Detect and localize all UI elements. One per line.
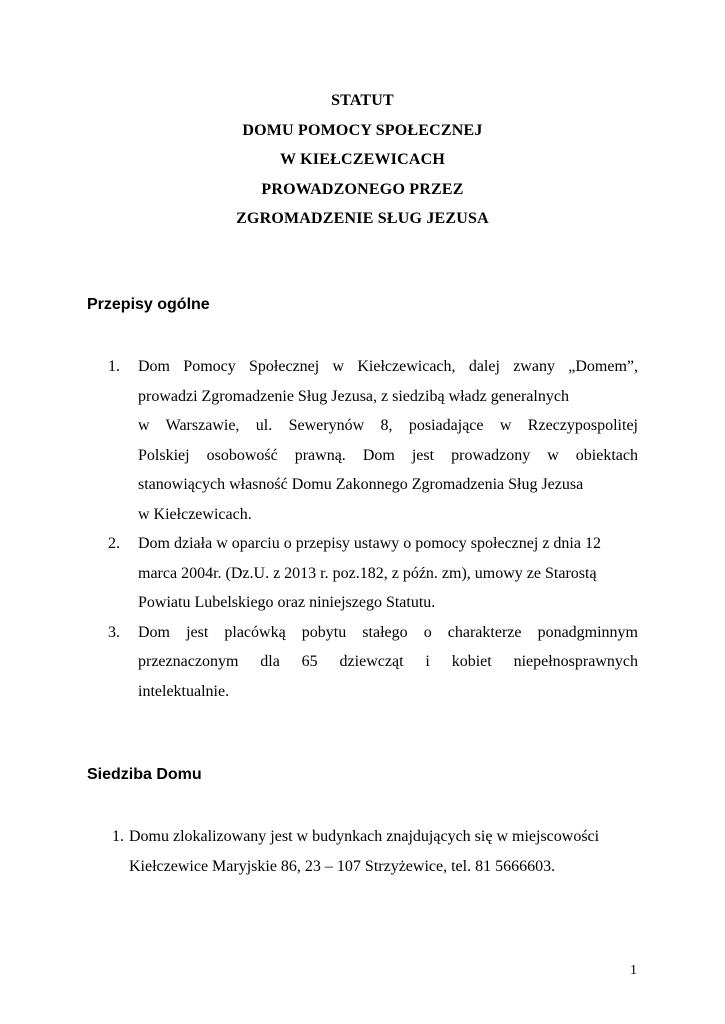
statute-title — [0, 86, 725, 234]
text-line: przeznaczonym dla 65 dziewcząt i kobiet niepełnosprawnych — [138, 653, 638, 670]
item-text — [138, 529, 638, 618]
text-line: Powiatu Lubelskiego oraz niniejszego Statutu. — [138, 594, 436, 611]
text-line: Polskiej osobowość prawną. Dom jest prowadzony w obiektach — [138, 446, 638, 464]
list-item — [0, 529, 725, 618]
text-line: w Warszawie, ul. Sewerynów 8, posiadające w Rzeczypospolitej — [138, 417, 638, 434]
item-text — [138, 618, 638, 707]
text-line: Kiełczewice Maryjskie 86, 23 – 107 Strzyżewice, tel. 81 5666603. — [129, 857, 556, 875]
title-line: W KIEŁCZEWICACH — [280, 151, 445, 168]
item-number: 1. — [112, 828, 124, 845]
item-number: 2. — [108, 535, 120, 552]
section-heading-seat: Siedziba Domu — [87, 766, 202, 783]
item-text — [138, 352, 638, 529]
text-line: w Kiełczewicach. — [138, 505, 252, 523]
list-item — [0, 618, 725, 707]
item-number: 3. — [108, 623, 120, 641]
text-line: Dom Pomocy Społecznej w Kiełczewicach, dalej zwany „Domem”, — [138, 358, 638, 375]
title-line: PROWADZONEGO PRZEZ — [261, 180, 464, 198]
text-line: Domu zlokalizowany jest w budynkach znajdujących się w miejscowości — [129, 828, 600, 845]
title-line: STATUT — [331, 92, 394, 109]
section-heading-general-provisions: Przepisy ogólne — [87, 296, 210, 313]
text-line: prowadzi Zgromadzenie Sług Jezusa, z siedzibą władz generalnych — [138, 387, 569, 405]
text-line: intelektualnie. — [138, 682, 230, 700]
item-number: 1. — [108, 358, 120, 375]
list-item — [0, 352, 725, 529]
title-line: ZGROMADZENIE SŁUG JEZUSA — [236, 210, 489, 227]
list-item — [0, 822, 725, 881]
text-line: marca 2004r. (Dz.U. z 2013 r. poz.182, z późn. zm), umowy ze Starostą — [138, 564, 597, 582]
seat-list — [0, 822, 725, 881]
title-line: DOMU POMOCY SPOŁECZNEJ — [242, 121, 483, 139]
text-line: Dom jest placówką pobytu stałego o charakterze ponadgminnym — [138, 623, 638, 641]
page-number: 1 — [630, 963, 637, 978]
item-text — [129, 822, 640, 881]
general-provisions-list — [0, 352, 725, 706]
text-line: stanowiących własność Domu Zakonnego Zgromadzenia Sług Jezusa — [138, 476, 584, 493]
text-line: Dom działa w oparciu o przepisy ustawy o pomocy społecznej z dnia 12 — [138, 535, 601, 552]
